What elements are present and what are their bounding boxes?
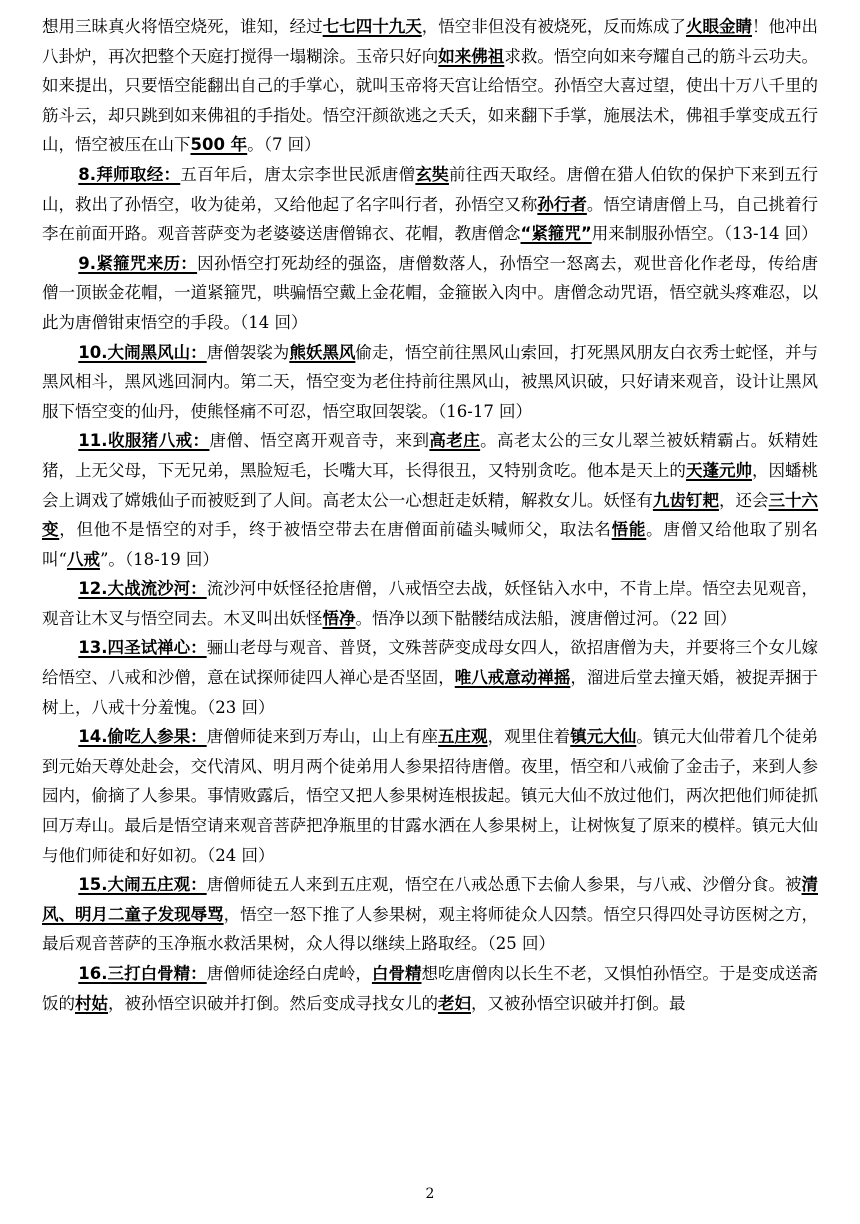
body-text: ”。（18-19 回） bbox=[99, 549, 219, 569]
body-text: 唐僧师徒五人来到五庄观，悟空在八戒怂恿下去偷人参果，与八戒、沙僧分食。被 bbox=[206, 875, 802, 895]
body-text: ，悟空一怒下推了人参果树，观主将师徒众人囚禁。悟空只得四处寻访医树之方，最后观音菩萨的玉净瓶水救活果树，众人得以继续上路取经。（25 回） bbox=[42, 904, 819, 954]
body-text: ，悟空非但没有被烧死，反而炼成了 bbox=[421, 17, 686, 36]
paragraph bbox=[42, 160, 818, 249]
paragraph bbox=[42, 870, 818, 959]
body-text: ，还会 bbox=[718, 490, 769, 510]
key-term: 如来佛祖 bbox=[438, 46, 505, 66]
key-term: 熊妖黑风 bbox=[289, 342, 356, 362]
key-term: 九齿钉耙 bbox=[652, 490, 719, 510]
body-text: ，又被孙悟空识破并打倒。最 bbox=[471, 993, 686, 1013]
key-term: 高老庄 bbox=[429, 431, 481, 451]
page-number: 2 bbox=[425, 1186, 435, 1202]
body-text: ，因蟠桃会上调戏了嫦娥仙子而被贬到了人间。高老太公一心想赶走妖精，解救女儿。妖怪有 bbox=[42, 460, 819, 510]
body-text: ，溜进后堂去撞天婚，被捉弄捆于树上，八戒十分羞愧。（23 回） bbox=[42, 668, 819, 717]
body-text: 。唐僧又给他取了别名叫“ bbox=[42, 520, 819, 569]
body-text: ，观里住着 bbox=[487, 727, 571, 747]
key-term: 五庄观 bbox=[438, 727, 488, 747]
key-term: 白骨精 bbox=[371, 964, 422, 983]
body-text: 偷走，悟空前往黑风山索回，打死黑风朋友白衣秀士蛇怪，并与黑风相斗，黑风逃回洞内。第二天，悟空变为老住持前往黑风山，被黑风识破，只好请来观音，设计让黑风服下悟空变的仙丹，使熊怪痛不可忍，悟空取回袈裟。（16-17 回） bbox=[42, 342, 819, 421]
key-term: 孙行者 bbox=[537, 194, 587, 214]
body-text: 用来制服孙悟空。（13-14 回） bbox=[591, 224, 818, 244]
body-text: ！他冲出八卦炉，再次把整个天庭打搅得一塌糊涂。玉帝只好向 bbox=[42, 17, 819, 66]
paragraph bbox=[42, 12, 818, 160]
section-heading: 9.紧箍咒来历： bbox=[78, 253, 198, 273]
paragraph bbox=[42, 633, 818, 722]
key-term: 天蓬元帅 bbox=[685, 460, 752, 480]
body-text: 。高老太公的三女儿翠兰被妖精霸占。妖精姓猪，上无父母，下无兄弟，黑脸短毛，长嘴大耳，长得很丑，又特别贪吃。他本是天上的 bbox=[42, 431, 819, 480]
paragraph bbox=[42, 959, 818, 1018]
key-term: 三十六变 bbox=[42, 490, 819, 540]
section-heading: 16.三打白骨精： bbox=[78, 964, 207, 983]
key-term: 500 年 bbox=[190, 135, 248, 155]
section-heading: 13.四圣试禅心： bbox=[78, 638, 207, 658]
key-term: 火眼金睛 bbox=[685, 17, 752, 36]
body-text: 想用三昧真火将悟空烧死，谁知，经过 bbox=[42, 17, 323, 36]
body-text: ，被孙悟空识破并打倒。然后变成寻找女儿的 bbox=[108, 993, 438, 1013]
body-text: 唐僧、悟空离开观音寺，来到 bbox=[209, 431, 430, 451]
body-text: 五百年后，唐太宗李世民派唐僧 bbox=[180, 164, 416, 184]
body-text: 。（7 回） bbox=[247, 135, 321, 155]
body-text: 流沙河中妖怪径抢唐僧，八戒悟空去战，妖怪钻入水中，不肯上岸。悟空去见观音，观音让木叉与悟空同去。木叉叫出妖怪 bbox=[42, 579, 818, 628]
body-text: 因孙悟空打死劫经的强盗，唐僧数落人，孙悟空一怒离去，观世音化作老母，传给唐僧一顶嵌金花帽，一道紧箍咒，哄骗悟空戴上金花帽，金箍嵌入肉中。唐僧念动咒语，悟空就头疼难忍，以此为唐僧钳束悟空的手段。（14 回） bbox=[42, 253, 819, 332]
key-term: 唯八戒意动禅摇 bbox=[454, 668, 571, 688]
body-text: 唐僧师徒来到万寿山，山上有座 bbox=[206, 727, 439, 747]
section-heading: 10.大闹黑风山： bbox=[78, 342, 207, 362]
key-term: 悟能 bbox=[611, 520, 647, 540]
section-heading: 15.大闹五庄观： bbox=[78, 875, 207, 895]
key-term: 老妇 bbox=[438, 993, 471, 1013]
key-term: 清风、明月二童子发现辱骂 bbox=[42, 875, 818, 924]
body-text: 想吃唐僧肉以长生不老，又惧怕孙悟空。于是变成送斋饭的 bbox=[42, 964, 819, 1013]
body-text: 。镇元大仙带着几个徒弟到元始天尊处赴会，交代清风、明月两个徒弟用人参果招待唐僧。夜里，悟空和八戒偷了金击子，来到人参园内，偷摘了人参果。事情败露后，悟空又把人参果树连根拔起。镇元大仙不放过他们，两次把他们师徒抓回万寿山。最后是悟空请来观音菩萨把净瓶里的甘露水洒在人参果树上，让树恢复了原来的模样。镇元大仙与他们师徒和好如初。（24 回） bbox=[42, 727, 819, 865]
document-body bbox=[42, 12, 818, 1018]
section-heading: 14.偷吃人参果： bbox=[78, 727, 207, 747]
paragraph bbox=[42, 574, 818, 633]
body-text: ，但他不是悟空的对手，终于被悟空带去在唐僧面前磕头喊师父，取法名 bbox=[59, 520, 612, 540]
body-text: 。悟空请唐僧上马，自己挑着行李在前面开路。观音菩萨变为老婆婆送唐僧锦衣、花帽，教唐僧念 bbox=[42, 194, 819, 244]
section-heading: 12.大战流沙河： bbox=[78, 579, 207, 599]
body-text: 唐僧袈裟为 bbox=[206, 342, 290, 362]
key-term: “紧箍咒” bbox=[520, 224, 592, 244]
paragraph bbox=[42, 249, 818, 338]
key-term: 村姑 bbox=[75, 993, 108, 1013]
body-text: 骊山老母与观音、普贤，文殊菩萨变成母女四人，欲招唐僧为夫，并要将三个女儿嫁给悟空、八戒和沙僧，意在试探师徒四人禅心是否坚固， bbox=[42, 638, 818, 688]
body-text: 求救。悟空向如来夸耀自己的筋斗云功夫。如来提出，只要悟空能翻出自己的手掌心，就叫玉帝将天宫让给悟空。孙悟空大喜过望，使出十万八千里的筋斗云，却只跳到如来佛祖的手指处。悟空汗颜欲逃之夭夭，如来翻下手掌，施展法术，佛祖手掌变成五行山，悟空被压在山下 bbox=[42, 46, 819, 155]
paragraph bbox=[42, 722, 818, 870]
paragraph bbox=[42, 426, 818, 574]
key-term: 八戒 bbox=[66, 549, 100, 569]
body-text: 。悟净以颈下骷髅结成法船，渡唐僧过河。（22 回） bbox=[355, 608, 737, 628]
key-term: 悟净 bbox=[322, 608, 356, 628]
body-text: 唐僧师徒途经白虎岭， bbox=[206, 964, 372, 983]
key-term: 镇元大仙 bbox=[570, 727, 637, 747]
key-term: 七七四十九天 bbox=[322, 17, 422, 36]
body-text: 前往西天取经。唐僧在猎人伯钦的保护下来到五行山，救出了孙悟空，收为徒弟，又给他起了名字叫行者，孙悟空又称 bbox=[42, 164, 819, 214]
paragraph bbox=[42, 338, 818, 427]
section-heading: 11.收服猪八戒： bbox=[78, 431, 210, 451]
key-term: 玄奘 bbox=[415, 164, 449, 184]
section-heading: 8.拜师取经： bbox=[78, 164, 181, 184]
